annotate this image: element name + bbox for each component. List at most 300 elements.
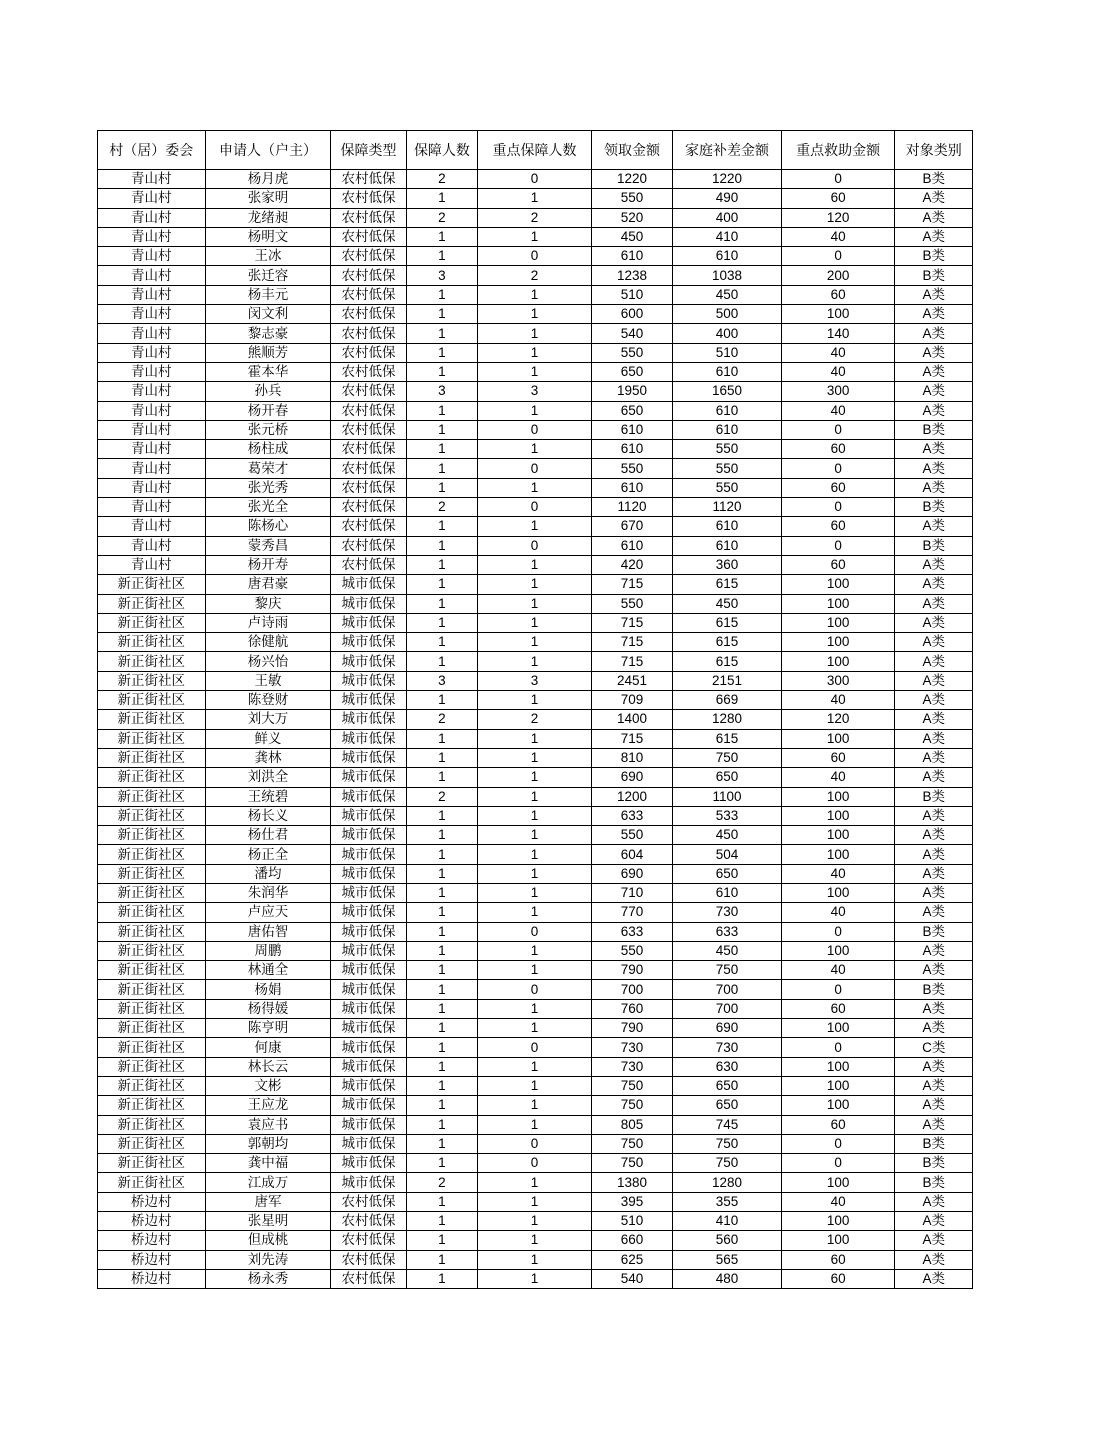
cell-amount: 715 — [591, 633, 672, 652]
cell-amount: 510 — [591, 1212, 672, 1231]
header-family-diff: 家庭补差金额 — [673, 131, 782, 170]
cell-committee: 新正街社区 — [98, 864, 206, 883]
cell-count: 1 — [406, 999, 477, 1018]
cell-family-diff: 400 — [673, 208, 782, 227]
cell-amount: 395 — [591, 1192, 672, 1211]
cell-category: A类 — [895, 845, 973, 864]
cell-family-diff: 1100 — [673, 787, 782, 806]
cell-category: A类 — [895, 189, 973, 208]
cell-committee: 青山村 — [98, 440, 206, 459]
cell-category: B类 — [895, 980, 973, 999]
cell-count: 2 — [406, 710, 477, 729]
cell-count: 1 — [406, 826, 477, 845]
cell-count: 1 — [406, 420, 477, 439]
cell-key-count: 0 — [478, 498, 592, 517]
cell-count: 1 — [406, 1019, 477, 1038]
cell-category: A类 — [895, 517, 973, 536]
cell-category: A类 — [895, 227, 973, 246]
cell-type: 城市低保 — [331, 1173, 406, 1192]
cell-applicant: 何康 — [205, 1038, 331, 1057]
cell-type: 农村低保 — [331, 498, 406, 517]
cell-committee: 青山村 — [98, 247, 206, 266]
table-row — [98, 1115, 973, 1134]
cell-applicant: 张光秀 — [205, 478, 331, 497]
cell-family-diff: 510 — [673, 343, 782, 362]
cell-category: A类 — [895, 633, 973, 652]
cell-type: 城市低保 — [331, 1096, 406, 1115]
cell-key-aid: 100 — [781, 806, 895, 825]
cell-key-aid: 60 — [781, 999, 895, 1018]
cell-committee: 新正街社区 — [98, 1019, 206, 1038]
cell-key-aid: 40 — [781, 903, 895, 922]
cell-committee: 新正街社区 — [98, 826, 206, 845]
cell-count: 1 — [406, 536, 477, 555]
cell-key-count: 1 — [478, 1173, 592, 1192]
cell-committee: 新正街社区 — [98, 671, 206, 690]
cell-key-aid: 40 — [781, 768, 895, 787]
cell-family-diff: 615 — [673, 633, 782, 652]
cell-family-diff: 480 — [673, 1269, 782, 1288]
cell-family-diff: 630 — [673, 1057, 782, 1076]
cell-count: 1 — [406, 517, 477, 536]
cell-count: 1 — [406, 575, 477, 594]
table-row — [98, 1192, 973, 1211]
cell-applicant: 周鹏 — [205, 941, 331, 960]
cell-committee: 青山村 — [98, 498, 206, 517]
cell-type: 农村低保 — [331, 170, 406, 189]
table-row — [98, 941, 973, 960]
cell-key-count: 3 — [478, 382, 592, 401]
cell-key-aid: 100 — [781, 1019, 895, 1038]
cell-committee: 新正街社区 — [98, 1115, 206, 1134]
cell-applicant: 陈亨明 — [205, 1019, 331, 1038]
cell-count: 1 — [406, 227, 477, 246]
cell-key-count: 1 — [478, 1269, 592, 1288]
cell-family-diff: 750 — [673, 748, 782, 767]
cell-amount: 810 — [591, 748, 672, 767]
cell-category: A类 — [895, 305, 973, 324]
header-applicant: 申请人（户主） — [205, 131, 331, 170]
cell-category: A类 — [895, 343, 973, 362]
cell-category: B类 — [895, 266, 973, 285]
cell-key-count: 1 — [478, 594, 592, 613]
cell-category: A类 — [895, 768, 973, 787]
cell-count: 1 — [406, 748, 477, 767]
cell-amount: 790 — [591, 1019, 672, 1038]
cell-count: 1 — [406, 1076, 477, 1095]
cell-count: 1 — [406, 903, 477, 922]
cell-type: 农村低保 — [331, 362, 406, 381]
cell-amount: 550 — [591, 189, 672, 208]
cell-applicant: 徐健航 — [205, 633, 331, 652]
cell-family-diff: 504 — [673, 845, 782, 864]
cell-key-aid: 100 — [781, 883, 895, 902]
cell-committee: 青山村 — [98, 343, 206, 362]
cell-amount: 805 — [591, 1115, 672, 1134]
cell-key-aid: 100 — [781, 1057, 895, 1076]
cell-family-diff: 560 — [673, 1231, 782, 1250]
table-row — [98, 305, 973, 324]
cell-family-diff: 360 — [673, 555, 782, 574]
cell-committee: 新正街社区 — [98, 883, 206, 902]
cell-type: 城市低保 — [331, 1115, 406, 1134]
cell-applicant: 杨正全 — [205, 845, 331, 864]
cell-applicant: 龚中福 — [205, 1154, 331, 1173]
cell-amount: 715 — [591, 729, 672, 748]
cell-key-count: 1 — [478, 227, 592, 246]
table-row — [98, 208, 973, 227]
cell-key-count: 1 — [478, 517, 592, 536]
cell-type: 农村低保 — [331, 401, 406, 420]
cell-committee: 新正街社区 — [98, 845, 206, 864]
cell-category: A类 — [895, 748, 973, 767]
cell-applicant: 杨开寿 — [205, 555, 331, 574]
cell-family-diff: 410 — [673, 227, 782, 246]
cell-category: A类 — [895, 208, 973, 227]
cell-family-diff: 400 — [673, 324, 782, 343]
cell-count: 2 — [406, 170, 477, 189]
table-row — [98, 1096, 973, 1115]
cell-key-count: 1 — [478, 826, 592, 845]
cell-committee: 新正街社区 — [98, 633, 206, 652]
cell-amount: 610 — [591, 420, 672, 439]
cell-key-aid: 40 — [781, 343, 895, 362]
cell-category: B类 — [895, 170, 973, 189]
cell-category: B类 — [895, 1134, 973, 1153]
cell-applicant: 卢诗雨 — [205, 613, 331, 632]
cell-applicant: 闵文利 — [205, 305, 331, 324]
cell-amount: 550 — [591, 941, 672, 960]
table-row — [98, 1134, 973, 1153]
cell-key-aid: 40 — [781, 864, 895, 883]
cell-count: 1 — [406, 613, 477, 632]
header-row — [98, 131, 973, 170]
cell-committee: 新正街社区 — [98, 903, 206, 922]
cell-key-aid: 60 — [781, 748, 895, 767]
cell-family-diff: 615 — [673, 729, 782, 748]
cell-committee: 新正街社区 — [98, 691, 206, 710]
cell-count: 1 — [406, 1212, 477, 1231]
cell-amount: 610 — [591, 478, 672, 497]
cell-amount: 660 — [591, 1231, 672, 1250]
cell-family-diff: 450 — [673, 285, 782, 304]
cell-count: 1 — [406, 1269, 477, 1288]
cell-amount: 670 — [591, 517, 672, 536]
cell-applicant: 唐佑智 — [205, 922, 331, 941]
table-row — [98, 729, 973, 748]
cell-family-diff: 650 — [673, 768, 782, 787]
cell-committee: 青山村 — [98, 420, 206, 439]
table-row — [98, 1019, 973, 1038]
cell-key-count: 2 — [478, 208, 592, 227]
cell-count: 1 — [406, 305, 477, 324]
cell-key-aid: 100 — [781, 941, 895, 960]
cell-count: 3 — [406, 671, 477, 690]
cell-family-diff: 633 — [673, 922, 782, 941]
table-row — [98, 362, 973, 381]
cell-committee: 青山村 — [98, 189, 206, 208]
cell-category: A类 — [895, 729, 973, 748]
cell-category: A类 — [895, 1212, 973, 1231]
cell-category: A类 — [895, 826, 973, 845]
cell-category: A类 — [895, 555, 973, 574]
cell-key-count: 0 — [478, 1134, 592, 1153]
cell-count: 1 — [406, 1057, 477, 1076]
cell-applicant: 陈杨心 — [205, 517, 331, 536]
cell-amount: 420 — [591, 555, 672, 574]
cell-applicant: 刘大万 — [205, 710, 331, 729]
table-row — [98, 189, 973, 208]
cell-key-count: 1 — [478, 1212, 592, 1231]
cell-category: A类 — [895, 382, 973, 401]
table-row — [98, 652, 973, 671]
cell-type: 城市低保 — [331, 864, 406, 883]
cell-type: 城市低保 — [331, 845, 406, 864]
cell-amount: 690 — [591, 864, 672, 883]
cell-applicant: 王冰 — [205, 247, 331, 266]
cell-family-diff: 700 — [673, 980, 782, 999]
cell-key-aid: 200 — [781, 266, 895, 285]
cell-key-aid: 40 — [781, 401, 895, 420]
cell-key-aid: 60 — [781, 189, 895, 208]
cell-committee: 新正街社区 — [98, 575, 206, 594]
cell-committee: 新正街社区 — [98, 999, 206, 1018]
cell-key-aid: 60 — [781, 478, 895, 497]
cell-family-diff: 615 — [673, 652, 782, 671]
cell-amount: 690 — [591, 768, 672, 787]
cell-committee: 新正街社区 — [98, 1154, 206, 1173]
table-row — [98, 691, 973, 710]
table-row — [98, 324, 973, 343]
cell-key-aid: 100 — [781, 305, 895, 324]
cell-committee: 青山村 — [98, 362, 206, 381]
cell-category: B类 — [895, 247, 973, 266]
cell-category: A类 — [895, 440, 973, 459]
cell-key-aid: 100 — [781, 826, 895, 845]
cell-family-diff: 700 — [673, 999, 782, 1018]
table-header — [98, 131, 973, 170]
cell-family-diff: 450 — [673, 826, 782, 845]
cell-applicant: 林长云 — [205, 1057, 331, 1076]
cell-category: A类 — [895, 1076, 973, 1095]
cell-amount: 550 — [591, 459, 672, 478]
cell-family-diff: 1120 — [673, 498, 782, 517]
cell-committee: 新正街社区 — [98, 594, 206, 613]
cell-key-aid: 0 — [781, 1154, 895, 1173]
cell-amount: 540 — [591, 324, 672, 343]
cell-key-count: 1 — [478, 1192, 592, 1211]
cell-key-aid: 0 — [781, 170, 895, 189]
cell-applicant: 黎志豪 — [205, 324, 331, 343]
table-row — [98, 864, 973, 883]
cell-amount: 1120 — [591, 498, 672, 517]
cell-key-aid: 0 — [781, 1038, 895, 1057]
cell-key-aid: 100 — [781, 1231, 895, 1250]
cell-category: A类 — [895, 864, 973, 883]
cell-family-diff: 550 — [673, 440, 782, 459]
cell-applicant: 黎庆 — [205, 594, 331, 613]
cell-key-aid: 100 — [781, 845, 895, 864]
cell-applicant: 霍本华 — [205, 362, 331, 381]
cell-key-count: 1 — [478, 575, 592, 594]
cell-type: 城市低保 — [331, 1134, 406, 1153]
cell-applicant: 朱润华 — [205, 883, 331, 902]
cell-category: A类 — [895, 806, 973, 825]
cell-key-count: 0 — [478, 536, 592, 555]
table-row — [98, 536, 973, 555]
cell-amount: 770 — [591, 903, 672, 922]
cell-committee: 青山村 — [98, 266, 206, 285]
cell-key-count: 1 — [478, 613, 592, 632]
cell-applicant: 杨明文 — [205, 227, 331, 246]
cell-key-count: 0 — [478, 980, 592, 999]
cell-committee: 新正街社区 — [98, 922, 206, 941]
cell-key-count: 1 — [478, 652, 592, 671]
table-row — [98, 1212, 973, 1231]
cell-category: B类 — [895, 1154, 973, 1173]
table-row — [98, 498, 973, 517]
cell-key-count: 1 — [478, 440, 592, 459]
cell-committee: 新正街社区 — [98, 652, 206, 671]
cell-applicant: 杨娟 — [205, 980, 331, 999]
cell-type: 城市低保 — [331, 1057, 406, 1076]
cell-family-diff: 610 — [673, 536, 782, 555]
cell-amount: 1950 — [591, 382, 672, 401]
table-row — [98, 266, 973, 285]
cell-amount: 750 — [591, 1134, 672, 1153]
cell-applicant: 杨丰元 — [205, 285, 331, 304]
cell-type: 城市低保 — [331, 980, 406, 999]
cell-count: 1 — [406, 864, 477, 883]
cell-type: 城市低保 — [331, 768, 406, 787]
cell-key-count: 1 — [478, 768, 592, 787]
cell-amount: 450 — [591, 227, 672, 246]
cell-key-count: 1 — [478, 343, 592, 362]
cell-type: 农村低保 — [331, 343, 406, 362]
cell-category: A类 — [895, 941, 973, 960]
cell-family-diff: 410 — [673, 1212, 782, 1231]
cell-family-diff: 669 — [673, 691, 782, 710]
cell-key-count: 1 — [478, 1096, 592, 1115]
cell-key-count: 2 — [478, 710, 592, 729]
cell-committee: 新正街社区 — [98, 961, 206, 980]
cell-count: 1 — [406, 401, 477, 420]
cell-amount: 600 — [591, 305, 672, 324]
cell-committee: 新正街社区 — [98, 1173, 206, 1192]
cell-type: 农村低保 — [331, 478, 406, 497]
cell-category: B类 — [895, 536, 973, 555]
cell-type: 农村低保 — [331, 305, 406, 324]
cell-type: 农村低保 — [331, 1231, 406, 1250]
table-row — [98, 633, 973, 652]
cell-key-aid: 60 — [781, 440, 895, 459]
cell-type: 城市低保 — [331, 748, 406, 767]
cell-key-count: 1 — [478, 748, 592, 767]
cell-count: 1 — [406, 1231, 477, 1250]
cell-key-count: 0 — [478, 1038, 592, 1057]
cell-committee: 新正街社区 — [98, 787, 206, 806]
cell-type: 农村低保 — [331, 459, 406, 478]
cell-committee: 青山村 — [98, 401, 206, 420]
cell-type: 城市低保 — [331, 806, 406, 825]
cell-type: 城市低保 — [331, 999, 406, 1018]
cell-count: 1 — [406, 555, 477, 574]
cell-key-aid: 0 — [781, 420, 895, 439]
cell-applicant: 江成万 — [205, 1173, 331, 1192]
cell-count: 1 — [406, 285, 477, 304]
cell-family-diff: 490 — [673, 189, 782, 208]
table-row — [98, 285, 973, 304]
table-body — [98, 170, 973, 1289]
cell-count: 1 — [406, 922, 477, 941]
cell-amount: 730 — [591, 1057, 672, 1076]
cell-key-aid: 60 — [781, 285, 895, 304]
cell-family-diff: 1650 — [673, 382, 782, 401]
cell-applicant: 鲜义 — [205, 729, 331, 748]
cell-type: 城市低保 — [331, 883, 406, 902]
cell-count: 1 — [406, 768, 477, 787]
cell-key-count: 1 — [478, 806, 592, 825]
cell-key-aid: 300 — [781, 382, 895, 401]
cell-key-count: 1 — [478, 401, 592, 420]
cell-type: 城市低保 — [331, 787, 406, 806]
cell-type: 农村低保 — [331, 536, 406, 555]
cell-applicant: 葛荣才 — [205, 459, 331, 478]
cell-count: 1 — [406, 691, 477, 710]
cell-key-count: 1 — [478, 903, 592, 922]
table-row — [98, 903, 973, 922]
cell-key-aid: 0 — [781, 536, 895, 555]
cell-count: 1 — [406, 633, 477, 652]
cell-applicant: 张迁容 — [205, 266, 331, 285]
cell-category: A类 — [895, 1057, 973, 1076]
cell-committee: 新正街社区 — [98, 806, 206, 825]
cell-amount: 650 — [591, 362, 672, 381]
cell-key-count: 0 — [478, 247, 592, 266]
cell-family-diff: 1038 — [673, 266, 782, 285]
cell-family-diff: 610 — [673, 362, 782, 381]
cell-type: 城市低保 — [331, 941, 406, 960]
cell-applicant: 杨开春 — [205, 401, 331, 420]
cell-key-aid: 0 — [781, 498, 895, 517]
cell-category: A类 — [895, 1096, 973, 1115]
cell-category: A类 — [895, 691, 973, 710]
table-row — [98, 980, 973, 999]
cell-applicant: 卢应天 — [205, 903, 331, 922]
cell-type: 农村低保 — [331, 382, 406, 401]
table-row — [98, 1154, 973, 1173]
cell-category: A类 — [895, 999, 973, 1018]
cell-amount: 1200 — [591, 787, 672, 806]
table-row — [98, 478, 973, 497]
cell-type: 城市低保 — [331, 633, 406, 652]
cell-type: 城市低保 — [331, 1154, 406, 1173]
cell-count: 1 — [406, 1096, 477, 1115]
relief-roster-table — [97, 130, 973, 1289]
cell-key-count: 0 — [478, 459, 592, 478]
cell-applicant: 杨永秀 — [205, 1269, 331, 1288]
cell-count: 1 — [406, 1038, 477, 1057]
cell-amount: 790 — [591, 961, 672, 980]
table-row — [98, 170, 973, 189]
cell-category: A类 — [895, 1250, 973, 1269]
cell-count: 1 — [406, 941, 477, 960]
cell-applicant: 王应龙 — [205, 1096, 331, 1115]
cell-key-count: 0 — [478, 170, 592, 189]
cell-key-aid: 0 — [781, 459, 895, 478]
cell-category: A类 — [895, 671, 973, 690]
cell-amount: 550 — [591, 343, 672, 362]
